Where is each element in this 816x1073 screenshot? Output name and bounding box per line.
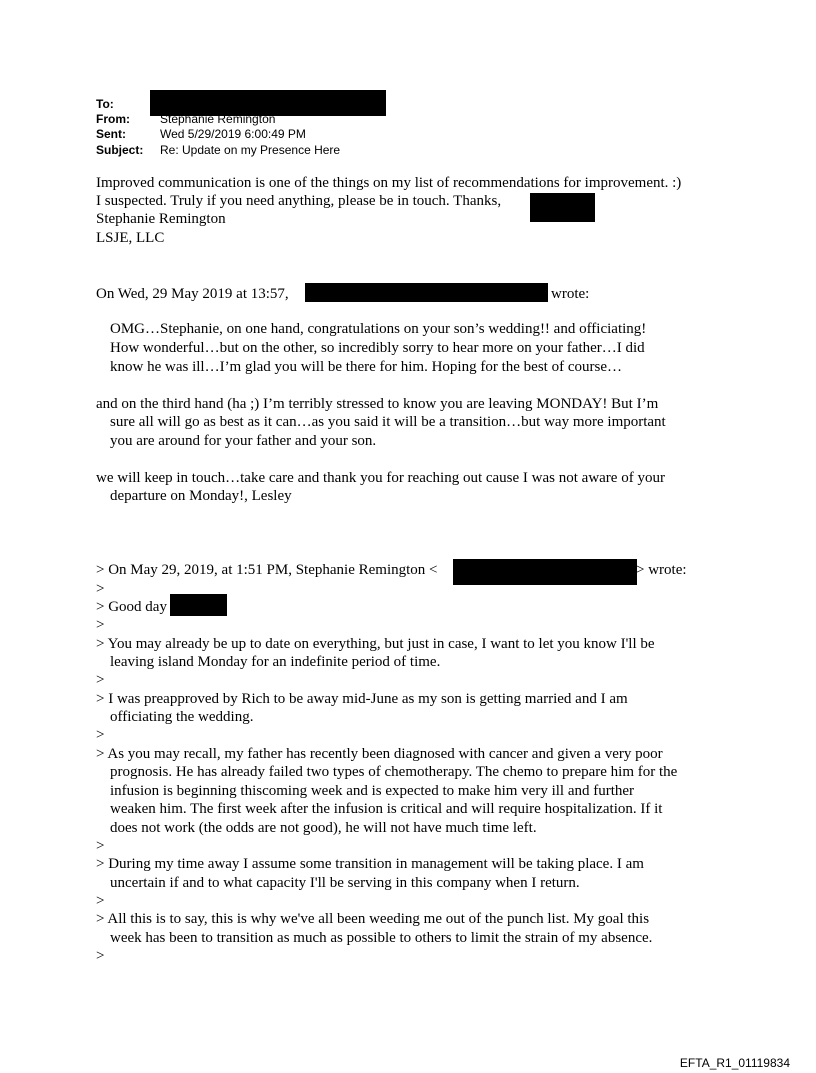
subject-row xyxy=(96,143,340,157)
subject-value: Re: Update on my Presence Here xyxy=(160,143,341,157)
quote1-p1-line-2: How wonderful…but on the other, so incredibly sorry to hear more on your father…I did xyxy=(110,340,645,356)
signature-name: Stephanie Remington xyxy=(96,211,226,227)
quote2-p2-line-2: officiating the wedding. xyxy=(110,709,254,725)
quote1-p1-line-3: know he was ill…I’m glad you will be there for him. Hoping for the best of course… xyxy=(110,359,622,375)
quote2-greeting: > Good day xyxy=(96,599,167,615)
quote1-attribution-post: wrote: xyxy=(551,286,590,302)
redaction-quote2-email xyxy=(453,559,637,585)
quote2-p3-line-1: > As you may recall, my father has recently been diagnosed with cancer and given a very poor xyxy=(96,746,663,762)
signature-company: LSJE, LLC xyxy=(96,230,165,246)
to-label: To: xyxy=(96,97,114,111)
quote1-p3-line-1: we will keep in touch…take care and thank you for reaching out cause I was not aware of your xyxy=(96,470,665,486)
quote-marker: > xyxy=(96,893,105,909)
redaction-quote1-sender xyxy=(305,283,548,302)
quote2-p5-line-1: > All this is to say, this is why we've all been weeding me out of the punch list. My goal this xyxy=(96,911,650,927)
from-label: From: xyxy=(96,112,130,126)
from-value: Stephanie Remington xyxy=(160,112,276,126)
quote-marker: > xyxy=(96,838,105,854)
quote-marker: > xyxy=(96,727,105,743)
quote1-p2-line-2: sure all will go as best as it can…as you said it will be a transition…but way more important xyxy=(110,414,666,430)
sent-row xyxy=(96,127,306,141)
quote2-p4-line-2: uncertain if and to what capacity I'll be serving in this company when I return. xyxy=(110,875,580,891)
quote1-attribution-pre: On Wed, 29 May 2019 at 13:57, xyxy=(96,286,289,302)
quote2-p4-line-1: > During my time away I assume some transition in management will be taking place. I am xyxy=(96,856,644,872)
subject-label: Subject: xyxy=(96,143,144,157)
quote2-p3-line-2: prognosis. He has already failed two types of chemotherapy. The chemo to prepare him for the xyxy=(110,764,678,780)
bates-number: EFTA_R1_01119834 xyxy=(679,1056,790,1070)
redaction-greeting-name xyxy=(170,594,227,616)
quote2-attribution-post: > wrote: xyxy=(636,562,687,578)
quote2-p1-line-1: > You may already be up to date on everything, but just in case, I want to let you know I'll be xyxy=(96,636,655,652)
sent-label: Sent: xyxy=(96,127,126,141)
quote2-p1-line-2: leaving island Monday for an indefinite period of time. xyxy=(110,654,441,670)
quote1-p2-line-1: and on the third hand (ha ;) I’m terribly stressed to know you are leaving MONDAY! But I’m xyxy=(96,396,659,412)
quote-marker: > xyxy=(96,617,105,633)
quote1-p2-line-3: you are around for your father and your son. xyxy=(110,433,377,449)
quote2-p2-line-1: > I was preapproved by Rich to be away mid-June as my son is getting married and I am xyxy=(96,691,628,707)
quote-marker: > xyxy=(96,581,105,597)
quote1-p3-line-2: departure on Monday!, Lesley xyxy=(110,488,292,504)
quote2-attribution-pre: > On May 29, 2019, at 1:51 PM, Stephanie Remington < xyxy=(96,562,438,578)
quote2-p3-line-5: does not work (the odds are not good), he will not have much time left. xyxy=(110,820,537,836)
reply-line-1: Improved communication is one of the things on my list of recommendations for improvement. :) xyxy=(96,175,682,191)
quote1-p1-line-1: OMG…Stephanie, on one hand, congratulations on your son’s wedding!! and officiating! xyxy=(110,321,647,337)
sent-value: Wed 5/29/2019 6:00:49 PM xyxy=(160,127,306,141)
from-row xyxy=(96,112,275,126)
quote2-p3-line-3: infusion is beginning thiscoming week and is expected to make him very ill and further xyxy=(110,783,635,799)
quote-marker: > xyxy=(96,672,105,688)
quote2-p5-line-2: week has been to transition as much as possible to others to limit the strain of my absence. xyxy=(110,930,653,946)
quote2-p3-line-4: weaken him. The first week after the infusion is critical and will require hospitalization. If it xyxy=(110,801,663,817)
reply-line-2: I suspected. Truly if you need anything, please be in touch. Thanks, xyxy=(96,193,502,209)
redaction-reply-name xyxy=(530,193,595,222)
quote-marker: > xyxy=(96,948,105,964)
